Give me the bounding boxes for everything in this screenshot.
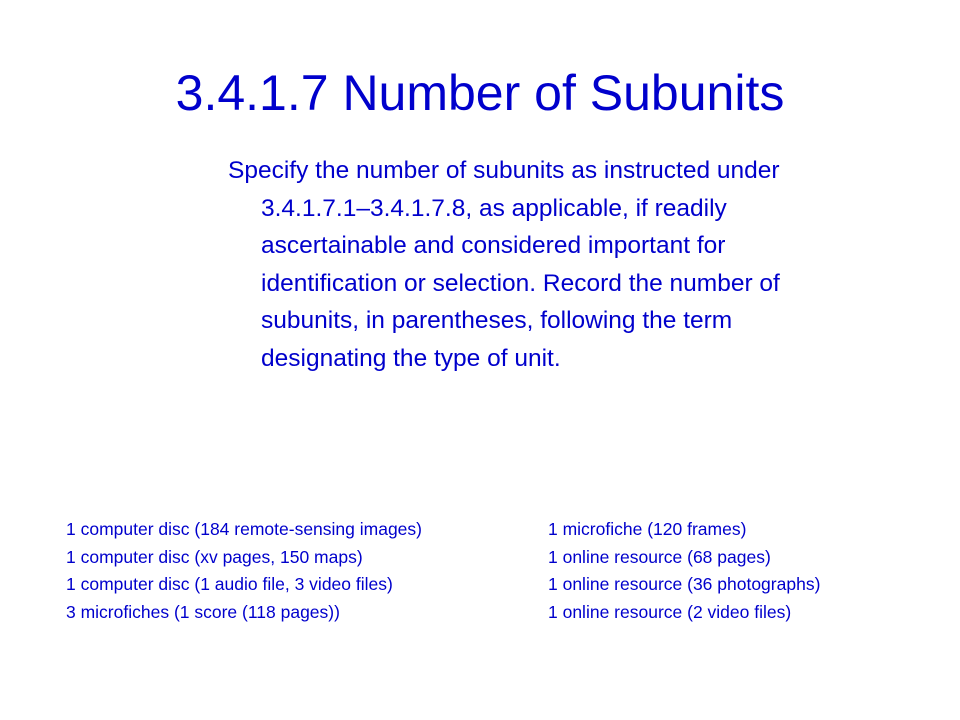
example-item: 1 computer disc (xv pages, 150 maps) (66, 546, 363, 567)
examples-right-column (548, 516, 908, 627)
examples-left-column (66, 516, 548, 627)
slide-title: 3.4.1.7 Number of Subunits (175, 65, 785, 121)
instruction-paragraph: Specify the number of subunits as instructed under 3.4.1.7.1–3.4.1.7.8, as applicable, if readily ascertainable and considered important for identification or selection. Record the number of subunits, in parentheses, following the term designating the type of unit. (228, 157, 780, 372)
example-item: 1 computer disc (1 audio file, 3 video files) (66, 574, 393, 595)
example-item: 1 online resource (68 pages) (548, 546, 771, 567)
examples-block (66, 516, 926, 627)
example-item: 1 online resource (2 video files) (548, 602, 792, 623)
example-item: 1 computer disc (184 remote-sensing images) (66, 519, 422, 539)
example-item: 1 microfiche (120 frames) (548, 519, 747, 539)
example-item: 1 online resource (36 photographs) (548, 574, 821, 595)
example-item: 3 microfiches (1 score (118 pages)) (66, 602, 340, 623)
